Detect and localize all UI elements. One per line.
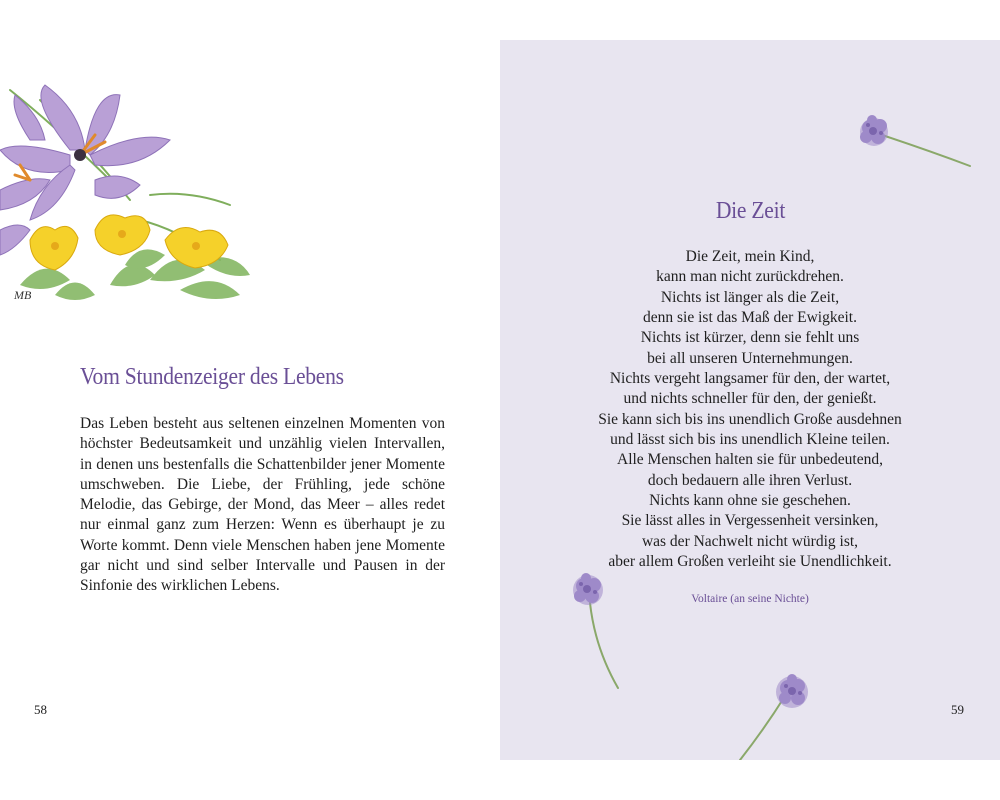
- poem-line: Nichts ist kürzer, denn sie fehlt uns: [640, 329, 860, 347]
- left-page-paragraph: [80, 414, 445, 597]
- poem-line: Sie lässt alles in Vergessenheit versinken,: [621, 512, 879, 530]
- poem-line: Nichts kann ohne sie geschehen.: [649, 492, 851, 510]
- poem-line: Alle Menschen halten sie für unbedeutend,: [617, 451, 883, 469]
- right-page-title: [500, 198, 1000, 225]
- poem-line: und lässt sich bis ins unendlich Kleine teilen.: [610, 431, 890, 449]
- poem-line: kann man nicht zurückdrehen.: [656, 268, 844, 286]
- poem-line: denn sie ist das Maß der Ewigkeit.: [643, 309, 857, 327]
- poem-line: Sie kann sich bis ins unendlich Große ausdehnen: [598, 410, 902, 428]
- page-number-right: 59: [951, 702, 964, 717]
- poem-line: Nichts ist länger als die Zeit,: [660, 288, 840, 306]
- poem-line: was der Nachwelt nicht würdig ist,: [641, 532, 859, 550]
- right-page-title-text: Die Zeit: [715, 198, 785, 224]
- right-page: [500, 40, 1000, 760]
- poem: [500, 247, 1000, 573]
- paragraph-text: Das Leben besteht aus seltenen einzelnen Momenten von höchster Bedeutsamkeit und unzählig vielen Intervallen, in denen uns bestenfalls die Schattenbilder jener Momente umschweben. Die Liebe, der Frühling, jede schöne Melodie, das Gebirge, der Mond, das Meer – alles redet nur einmal ganz zum Herzen: Wenn es überhaupt je zu Worte kommt. Denn viele Menschen haben jene Momente gar nicht und sind selber Intervalle und Pausen in der Sinfonie des wirklichen Lebens.: [80, 415, 445, 595]
- poem-line: bei all unseren Unternehmungen.: [647, 349, 853, 367]
- scabious-flower-illustration-left: [560, 568, 630, 693]
- poem-line: Nichts vergeht langsamer für den, der wartet,: [609, 370, 891, 388]
- crocus-aconite-illustration: [0, 80, 260, 320]
- right-page-attribution: Voltaire (an seine Nichte): [691, 593, 809, 605]
- poem-line: und nichts schneller für den, der genießt.: [623, 390, 877, 408]
- poem-line: Die Zeit, mein Kind,: [685, 248, 815, 265]
- poem-line: aber allem Großen verleiht sie Unendlichkeit.: [608, 553, 892, 571]
- left-page-title: Vom Stundenzeiger des Lebens: [80, 364, 344, 390]
- scabious-flower-illustration-top: [850, 106, 980, 176]
- illustrator-signature: MB: [14, 288, 32, 302]
- poem-line: doch bedauern alle ihren Verlust.: [647, 471, 853, 489]
- page-number-left: 58: [34, 702, 47, 717]
- scabious-flower-illustration-bottom: [730, 668, 820, 760]
